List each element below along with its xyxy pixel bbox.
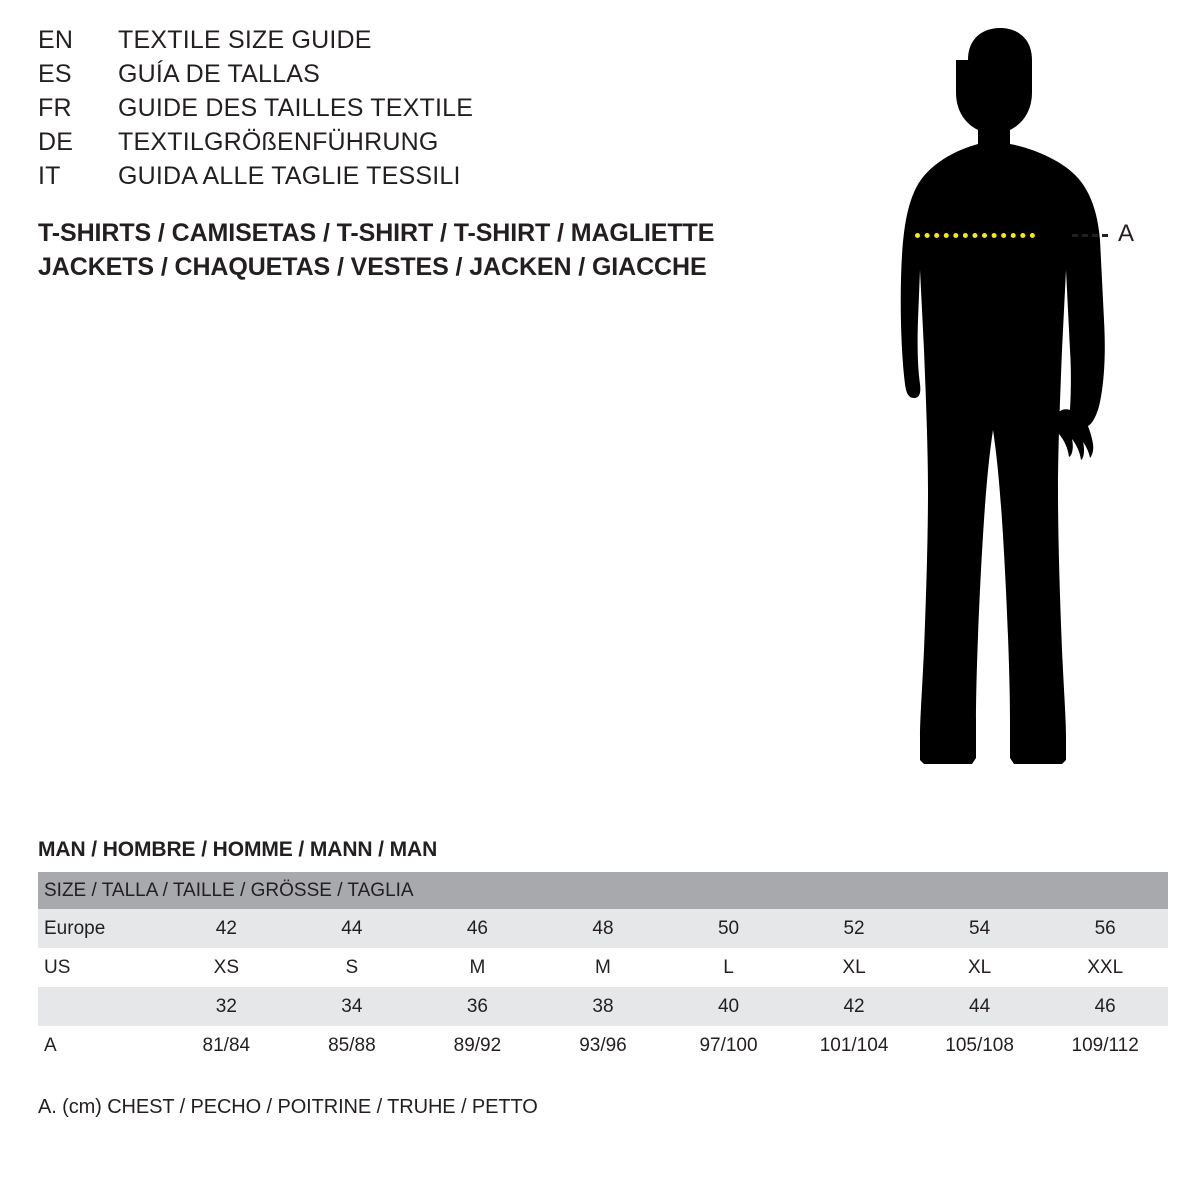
cell: M — [540, 948, 666, 987]
language-code: DE — [38, 128, 74, 156]
cell: 48 — [540, 909, 666, 948]
cell: 42 — [791, 987, 917, 1026]
cell: XXL — [1042, 948, 1168, 987]
size-table — [38, 872, 1168, 1065]
measure-leader-line — [1072, 234, 1108, 237]
table-footnote: A. (cm) CHEST / PECHO / POITRINE / TRUHE / PETTO — [38, 1096, 538, 1118]
category-block — [38, 217, 758, 285]
table-title-row — [38, 872, 1168, 909]
cell: 101/104 — [791, 1026, 917, 1065]
language-text: GUIDA ALLE TAGLIE TESSILI — [118, 162, 461, 190]
cell: 34 — [289, 987, 415, 1026]
language-code: ES — [38, 60, 72, 88]
cell: 93/96 — [540, 1026, 666, 1065]
cell: 44 — [289, 909, 415, 948]
table-title-cell: SIZE / TALLA / TAILLE / GRÖSSE / TAGLIA — [38, 872, 1168, 909]
male-silhouette-icon — [800, 20, 1200, 810]
cell: 81/84 — [164, 1026, 290, 1065]
cell: 109/112 — [1042, 1026, 1168, 1065]
cell: 85/88 — [289, 1026, 415, 1065]
measure-label-a: A — [1118, 220, 1135, 247]
table-row — [38, 948, 1168, 987]
language-row — [38, 28, 758, 53]
language-row — [38, 164, 758, 189]
header-block — [38, 28, 758, 285]
category-tshirts: T-SHIRTS / CAMISETAS / T-SHIRT / T-SHIRT / MAGLIETTE — [38, 219, 715, 247]
row-label: A — [38, 1026, 164, 1065]
language-code: IT — [38, 162, 61, 190]
cell: 46 — [415, 909, 541, 948]
cell: 50 — [666, 909, 792, 948]
cell: 52 — [791, 909, 917, 948]
cell: 97/100 — [666, 1026, 792, 1065]
language-code: FR — [38, 94, 72, 122]
language-text: GUIDE DES TAILLES TEXTILE — [118, 94, 474, 122]
cell: XS — [164, 948, 290, 987]
row-label — [38, 987, 164, 1026]
language-text: TEXTILE SIZE GUIDE — [118, 26, 372, 54]
cell: 36 — [415, 987, 541, 1026]
language-row — [38, 130, 758, 155]
table-row — [38, 987, 1168, 1026]
body-figure — [800, 20, 1200, 810]
cell: 38 — [540, 987, 666, 1026]
language-row — [38, 96, 758, 121]
cell: M — [415, 948, 541, 987]
table-row — [38, 909, 1168, 948]
table-row — [38, 1026, 1168, 1065]
cell: S — [289, 948, 415, 987]
cell: 89/92 — [415, 1026, 541, 1065]
cell: 46 — [1042, 987, 1168, 1026]
row-label: US — [38, 948, 164, 987]
cell: XL — [791, 948, 917, 987]
language-code: EN — [38, 26, 74, 54]
cell: L — [666, 948, 792, 987]
category-jackets: JACKETS / CHAQUETAS / VESTES / JACKEN / GIACCHE — [38, 252, 707, 281]
language-text: GUÍA DE TALLAS — [118, 60, 320, 88]
cell: 40 — [666, 987, 792, 1026]
language-row — [38, 62, 758, 87]
language-text: TEXTILGRÖßENFÜHRUNG — [118, 128, 439, 156]
cell: 56 — [1042, 909, 1168, 948]
cell: 44 — [917, 987, 1043, 1026]
cell: 32 — [164, 987, 290, 1026]
size-table-section — [38, 838, 1168, 1065]
cell: 54 — [917, 909, 1043, 948]
table-group-label: MAN / HOMBRE / HOMME / MANN / MAN — [38, 838, 438, 861]
cell: 42 — [164, 909, 290, 948]
cell: XL — [917, 948, 1043, 987]
cell: 105/108 — [917, 1026, 1043, 1065]
row-label: Europe — [38, 909, 164, 948]
chest-measure-line — [915, 233, 1035, 243]
